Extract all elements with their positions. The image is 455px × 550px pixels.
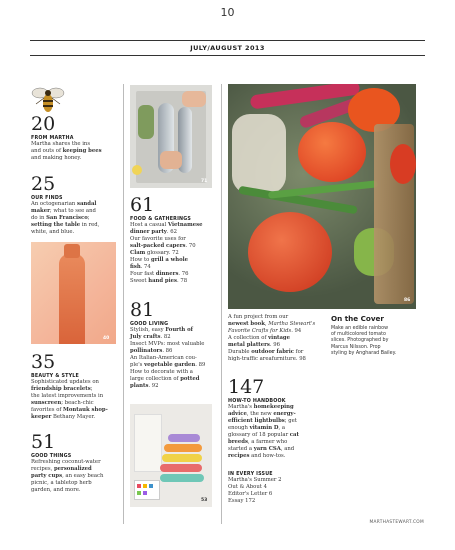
entry-description: Martha shares the ins and outs of keeping bees and making honey.: [31, 141, 102, 161]
section-heading: OUR FINDS: [31, 196, 63, 201]
toc-entry-bees[interactable]: [31, 114, 119, 162]
section-heading: IN EVERY ISSUE: [228, 472, 273, 477]
section-heading: FROM MARTHA: [31, 136, 74, 141]
section-heading: GOOD LIVING: [130, 322, 169, 327]
page-number-label: 81: [130, 299, 155, 321]
bee-icon: [30, 84, 66, 114]
tape-roll: [162, 454, 202, 462]
paper-cups-shape: [134, 414, 162, 472]
toc-entry-living[interactable]: [130, 300, 218, 390]
page-number-label: 35: [31, 351, 56, 373]
heirloom-tomato: [248, 212, 332, 292]
section-heading: FOOD & GATHERINGS: [130, 217, 192, 222]
toc-entry-finds[interactable]: [31, 174, 119, 236]
bottle-shape: [59, 254, 85, 344]
fish-photo: [130, 85, 212, 188]
entry-description: An octogenarian sandal maker; what to see and do in San Francisco; setting the table in red, white, and blue.: [31, 201, 100, 235]
section-heading: BEAUTY & STYLE: [31, 374, 79, 379]
page-number-label: 25: [31, 173, 56, 195]
tape-roll: [160, 464, 202, 472]
bottle-cap: [64, 244, 80, 258]
cover-tomatoes-photo: [228, 84, 416, 309]
issue-date: JULY/AUGUST 2013: [190, 44, 265, 52]
hand-shape: [160, 151, 182, 169]
red-tomato: [298, 122, 366, 182]
toc-entry-how-to[interactable]: [228, 377, 324, 460]
page-number-label: 147: [228, 376, 265, 398]
entry-description: Martha's Summer 2 Out & About 4 Editor's Letter 6 Essay 172: [228, 477, 282, 504]
cover-caption: Make an edible rainbow of multicolored tomato slices. Photographed by Marcus Nilsson. Prop styling by Angharad Bailey.: [331, 326, 397, 356]
page-number-label: 61: [130, 194, 155, 216]
column-divider: [221, 84, 222, 524]
entry-description: A fun project from our newest book, Martha Stewart's Favorite Crafts for Kids. 94 A collection of vintage metal platters. 96 Durable outdoor fabric for high-traffic areafurniture. 98: [228, 314, 316, 362]
toc-entry-beauty[interactable]: [31, 352, 119, 421]
toc-entry-every-issue[interactable]: [228, 470, 324, 505]
toc-entry-books[interactable]: [228, 314, 324, 363]
tape-roll: [160, 474, 204, 482]
toc-entry-good-things[interactable]: [31, 432, 119, 494]
tape-roll: [164, 444, 202, 452]
bee-illustration: [30, 84, 66, 114]
photo-page-number: 71: [201, 179, 208, 184]
entry-description: Host a casual Vietnamese dinner party. 62 Our favorite uses for salt-packed capers. 70 Clam glossary. 72 How to grill a whole fish. 74 Four fast dinners. 76 Sweet hand pies. 78: [130, 222, 203, 284]
on-the-cover-box: [331, 314, 423, 357]
entry-description: Martha's homekeeping advice, the new energy- efficient lightbulbs; get enough vitamin D, a glossary of 18 popular cat breeds, a farmer who started a yarn CSA, and recipes and how-tos.: [228, 404, 299, 459]
craft-supplies-photo: [130, 404, 212, 507]
page-number-label: 20: [31, 113, 56, 135]
header-rule: [30, 55, 425, 56]
herbs-shape: [138, 105, 154, 139]
photo-page-number: 86: [404, 298, 411, 303]
tape-roll: [168, 434, 200, 442]
footer-url[interactable]: MARTHASTEWART.COM: [369, 520, 424, 525]
entry-description: Refreshing coconut-water recipes, personalized party cups, an easy beach picnic, a tabletop herb garden, and more.: [31, 459, 104, 493]
cover-heading: On the Cover: [331, 314, 384, 323]
section-heading: GOOD THINGS: [31, 454, 72, 459]
top-rule: [30, 40, 425, 41]
toc-entry-food[interactable]: [130, 195, 218, 285]
basket-tomato: [390, 144, 416, 184]
paint-palette: [134, 480, 160, 500]
page-number-label: 51: [31, 431, 56, 453]
lemon-shape: [132, 165, 142, 175]
column-divider: [123, 84, 124, 524]
white-beans: [232, 114, 286, 194]
photo-page-number: 40: [103, 336, 110, 341]
entry-description: Stylish, easy Fourth of July crafts. 82 Insect MVPs: most valuable pollinators. 86 An Italian-American cou- ple's vegetable garden. 89 How to decorate with a large collection of potted plants. 92: [130, 327, 206, 389]
page-number: 10: [220, 6, 235, 19]
entry-description: Sophisticated updates on friendship bracelets; the latest improvements in sunscreen; beach-chic favorites of Montauk shop- keeper Bethany Mayer.: [31, 379, 108, 420]
section-heading: HOW-TO HANDBOOK: [228, 399, 286, 404]
photo-page-number: 53: [201, 498, 208, 503]
hand-shape: [182, 91, 206, 107]
sandal-photo: [31, 242, 116, 344]
